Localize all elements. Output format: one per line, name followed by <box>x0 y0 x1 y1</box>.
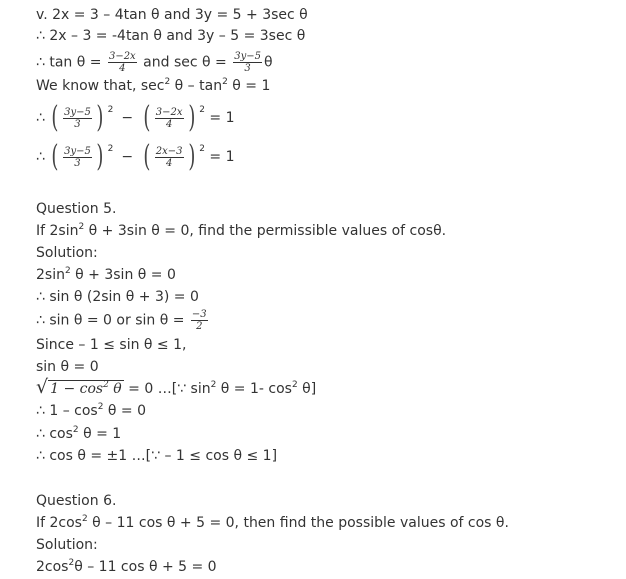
text: ∴ cos <box>36 426 73 442</box>
denominator: 2 <box>196 321 203 332</box>
sqrt-symbol: √ <box>36 376 49 398</box>
substituted-line-2 <box>36 139 235 177</box>
solution-label-6: Solution: <box>36 537 98 553</box>
denominator: 4 <box>165 118 173 130</box>
question-6-title: Question 6. <box>36 493 117 509</box>
text: θ + 3sin θ = 0, find the permissible values of cosθ. <box>84 223 447 239</box>
theta: θ <box>263 54 273 71</box>
exponent: 2 <box>222 77 228 87</box>
text: 2sin <box>36 267 65 283</box>
question-5-title: Question 5. <box>36 201 117 217</box>
exponent: 2 <box>78 222 85 232</box>
question-5-text <box>36 222 446 240</box>
exponent: 2 <box>107 105 114 115</box>
text: = 0 …[∵ sin <box>123 381 211 397</box>
text: = 1 <box>209 149 235 165</box>
minus-sign: − <box>121 149 134 165</box>
fraction-tan <box>108 51 137 74</box>
exponent: 2 <box>81 514 88 524</box>
question-6-text <box>36 514 509 532</box>
exponent: 2 <box>107 144 114 154</box>
numerator: 3y−5 <box>64 145 91 157</box>
solution-label: Solution: <box>36 245 98 261</box>
text: We know that, sec <box>36 78 165 94</box>
text: θ – 11 cos θ + 5 = 0, then find the possible values of cos θ. <box>87 515 509 531</box>
step-6-sqrt <box>36 378 316 398</box>
text: θ – 11 cos θ + 5 = 0 <box>74 559 217 575</box>
denominator: 3 <box>74 118 81 130</box>
denominator: 4 <box>165 157 173 169</box>
exponent: 2 <box>72 425 79 435</box>
text: θ + 3sin θ = 0 <box>70 267 176 283</box>
text: θ] <box>297 381 317 397</box>
numerator: 3−2x <box>155 106 183 118</box>
open-paren: ( <box>51 139 59 174</box>
denominator: 4 <box>119 63 126 74</box>
step-3 <box>36 309 210 332</box>
fraction-sec <box>233 51 262 74</box>
numerator: 3y−5 <box>64 106 91 118</box>
text: = 1 <box>209 110 235 126</box>
text: 1 − cos <box>50 381 104 397</box>
text: and sec θ = <box>138 54 232 71</box>
numerator: −3 <box>191 309 207 320</box>
text: θ = 1 <box>78 426 122 442</box>
therefore-symbol: ∴ <box>36 149 45 165</box>
exponent: 2 <box>68 558 75 568</box>
exponent: 2 <box>199 144 205 154</box>
step-9: ∴ cos θ = ±1 …[∵ – 1 ≤ cos θ ≤ 1] <box>36 448 278 464</box>
text: θ = 1- cos <box>216 381 292 397</box>
exponent: 2 <box>103 380 109 390</box>
step-5: sin θ = 0 <box>36 359 99 375</box>
fraction <box>155 146 184 169</box>
minus-sign: − <box>121 110 134 126</box>
numerator: 3−2x <box>108 51 136 62</box>
equation-line-1: v. 2x = 3 – 4tan θ and 3y = 5 + 3sec θ <box>36 7 308 23</box>
numerator: 2x−3 <box>155 145 183 157</box>
fraction <box>155 107 184 130</box>
substituted-line-1 <box>36 100 235 138</box>
question-6-step-1 <box>36 558 217 576</box>
exponent: 2 <box>164 77 171 87</box>
exponent: 2 <box>97 402 104 412</box>
close-paren: ) <box>96 100 104 135</box>
fraction <box>63 107 92 130</box>
text: ∴ tan θ = <box>36 54 106 71</box>
close-paren: ) <box>187 100 195 135</box>
denominator: 3 <box>74 157 81 169</box>
radicand <box>48 380 124 397</box>
text: ∴ 1 – cos <box>36 403 98 419</box>
therefore-symbol: ∴ <box>36 110 45 126</box>
step-1 <box>36 266 176 284</box>
open-paren: ( <box>143 139 151 174</box>
text: If 2sin <box>36 223 79 239</box>
step-4: Since – 1 ≤ sin θ ≤ 1, <box>36 337 187 353</box>
fraction <box>63 146 92 169</box>
exponent: 2 <box>291 380 298 390</box>
close-paren: ) <box>187 139 195 174</box>
text: θ = 1 <box>227 78 271 94</box>
fraction <box>191 309 208 332</box>
step-8 <box>36 425 121 443</box>
numerator: 3y−5 <box>234 51 261 62</box>
identity-line <box>36 77 270 95</box>
text: If 2cos <box>36 515 82 531</box>
close-paren: ) <box>96 139 104 174</box>
equation-line-3 <box>36 51 273 74</box>
open-paren: ( <box>51 100 59 135</box>
exponent: 2 <box>64 266 71 276</box>
denominator: 3 <box>244 63 251 74</box>
text: θ = 0 <box>103 403 147 419</box>
step-2: ∴ sin θ (2sin θ + 3) = 0 <box>36 289 199 305</box>
text: θ <box>108 381 122 397</box>
open-paren: ( <box>143 100 151 135</box>
text: ∴ sin θ = 0 or sin θ = <box>36 312 189 329</box>
text: 2cos <box>36 559 69 575</box>
text: θ – tan <box>170 78 223 94</box>
equation-line-2: ∴ 2x – 3 = -4tan θ and 3y – 5 = 3sec θ <box>36 28 306 44</box>
exponent: 2 <box>210 380 217 390</box>
exponent: 2 <box>199 105 205 115</box>
step-7 <box>36 402 146 420</box>
